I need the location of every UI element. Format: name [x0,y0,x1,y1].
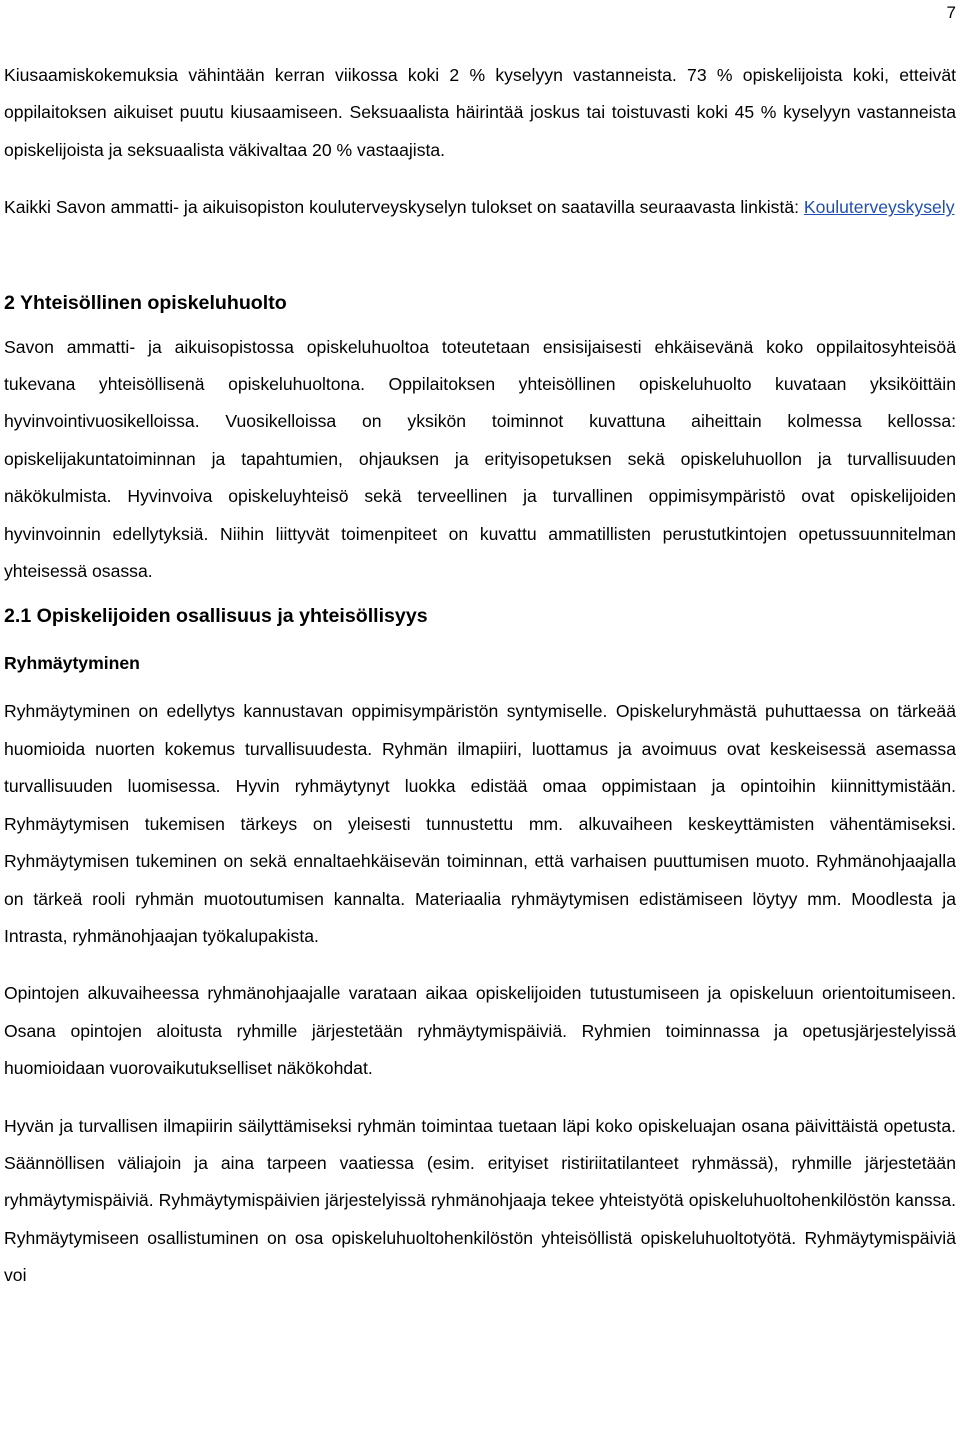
subheading-ryhmaytyminen: Ryhmäytyminen [4,653,140,674]
section-2-paragraph: Savon ammatti- ja aikuisopistossa opiskeluhuoltoa toteutetaan ensisijaisesti ehkäisevänä koko oppilaitosyhteisöä tukevana yhteisöllisenä opiskeluhuoltona. Oppilaitoksen yhteisöllinen opiskeluhuolto kuvataan yksiköittäin hyvinvointivuosikelloissa. Vuosikelloissa on yksikön toiminnot kuvattuna aiheittain kolmessa kellossa: opiskelijakuntatoiminnan ja tapahtumien, ohjauksen ja erityisopetuksen sekä opiskeluhuollon ja turvallisuuden näkökulmista. Hyvinvoiva opiskeluyhteisö sekä terveellinen ja turvallinen oppimisympäristö ovat opiskelijoiden hyvinvoinnin edellytyksiä. Niihin liittyvät toimenpiteet on kuvattu ammatillisten perustutkintojen opetussuunnitelman yhteisessä osassa. [4,336,956,582]
ryhmaytyminen-paragraph-1: Ryhmäytyminen on edellytys kannustavan oppimisympäristön syntymiselle. Opiskeluryhmästä puhuttaessa on tärkeää huomioida nuorten kokemus turvallisuudesta. Ryhmän ilmapiiri, luottamus ja avoimuus ovat keskeisessä asemassa turvallisuuden luomisessa. Hyvin ryhmäytynyt luokka edistää omaa oppimistaan ja opintoihin kiinnittymistään. Ryhmäytymisen tukemisen tärkeys on yleisesti tunnustettu mm. alkuvaiheen keskeyttämisten vähentämiseksi. Ryhmäytymisen tukeminen on sekä ennaltaehkäisevän toiminnan, että varhaisen puuttumisen muoto. Ryhmänohjaajalla on tärkeä rooli ryhmän muotoutumisen kannalta. Materiaalia ryhmäytymisen edistämiseen löytyy mm. Moodlesta ja Intrasta, ryhmänohjaajan työkalupakista. [4,701,956,946]
intro-paragraph: Kiusaamiskokemuksia vähintään kerran viikossa koki 2 % kyselyyn vastanneista. 73 % opiskelijoista koki, etteivät oppilaitoksen aikuiset puutu kiusaamiseen. Seksuaalista häirintää joskus tai toistuvasti koki 45 % kyselyyn vastanneista opiskelijoista ja seksuaalista väkivaltaa 20 % vastaajista. [4,65,956,160]
link-paragraph [4,189,956,226]
kouluterveyskysely-link[interactable]: Kouluterveyskysely [803,197,955,218]
ryhmaytyminen-paragraph-2: Opintojen alkuvaiheessa ryhmänohjaajalle varataan aikaa opiskelijoiden tutustumiseen ja opiskeluun orientoitumiseen. Osana opintojen aloitusta ryhmille järjestetään ryhmäytymispäiviä. Ryhmien toiminnassa ja opetusjärjestelyissä huomioidaan vuorovaikutukselliset näkökohdat. [4,983,956,1079]
link-paragraph-text: Kaikki Savon ammatti- ja aikuisopiston kouluterveyskyselyn tulokset on saatavilla seuraavasta linkistä: [4,197,804,218]
document-body [4,57,956,1295]
section-2-heading: 2 Yhteisöllinen opiskeluhuolto [4,291,287,314]
ryhmaytyminen-paragraph-3: Hyvän ja turvallisen ilmapiirin säilyttämiseksi ryhmän toimintaa tuetaan läpi koko opiskeluajan osana päivittäistä opetusta. Säännöllisen väliajoin ja aina tarpeen vaatiessa (esim. erityiset ristiriitatilanteet ryhmässä), ryhmille järjestetään ryhmäytymispäiviä. Ryhmäytymispäivien järjestelyissä ryhmänohjaaja tekee yhteistyötä opiskeluhuoltohenkilöstön kanssa. Ryhmäytymiseen osallistuminen on osa opiskeluhuoltohenkilöstön yhteisöllistä opiskeluhuoltotyötä. Ryhmäytymispäiviä voi [4,1115,956,1286]
page-number: 7 [946,3,956,22]
section-2-1-heading: 2.1 Opiskelijoiden osallisuus ja yhteisöllisyys [4,605,428,628]
